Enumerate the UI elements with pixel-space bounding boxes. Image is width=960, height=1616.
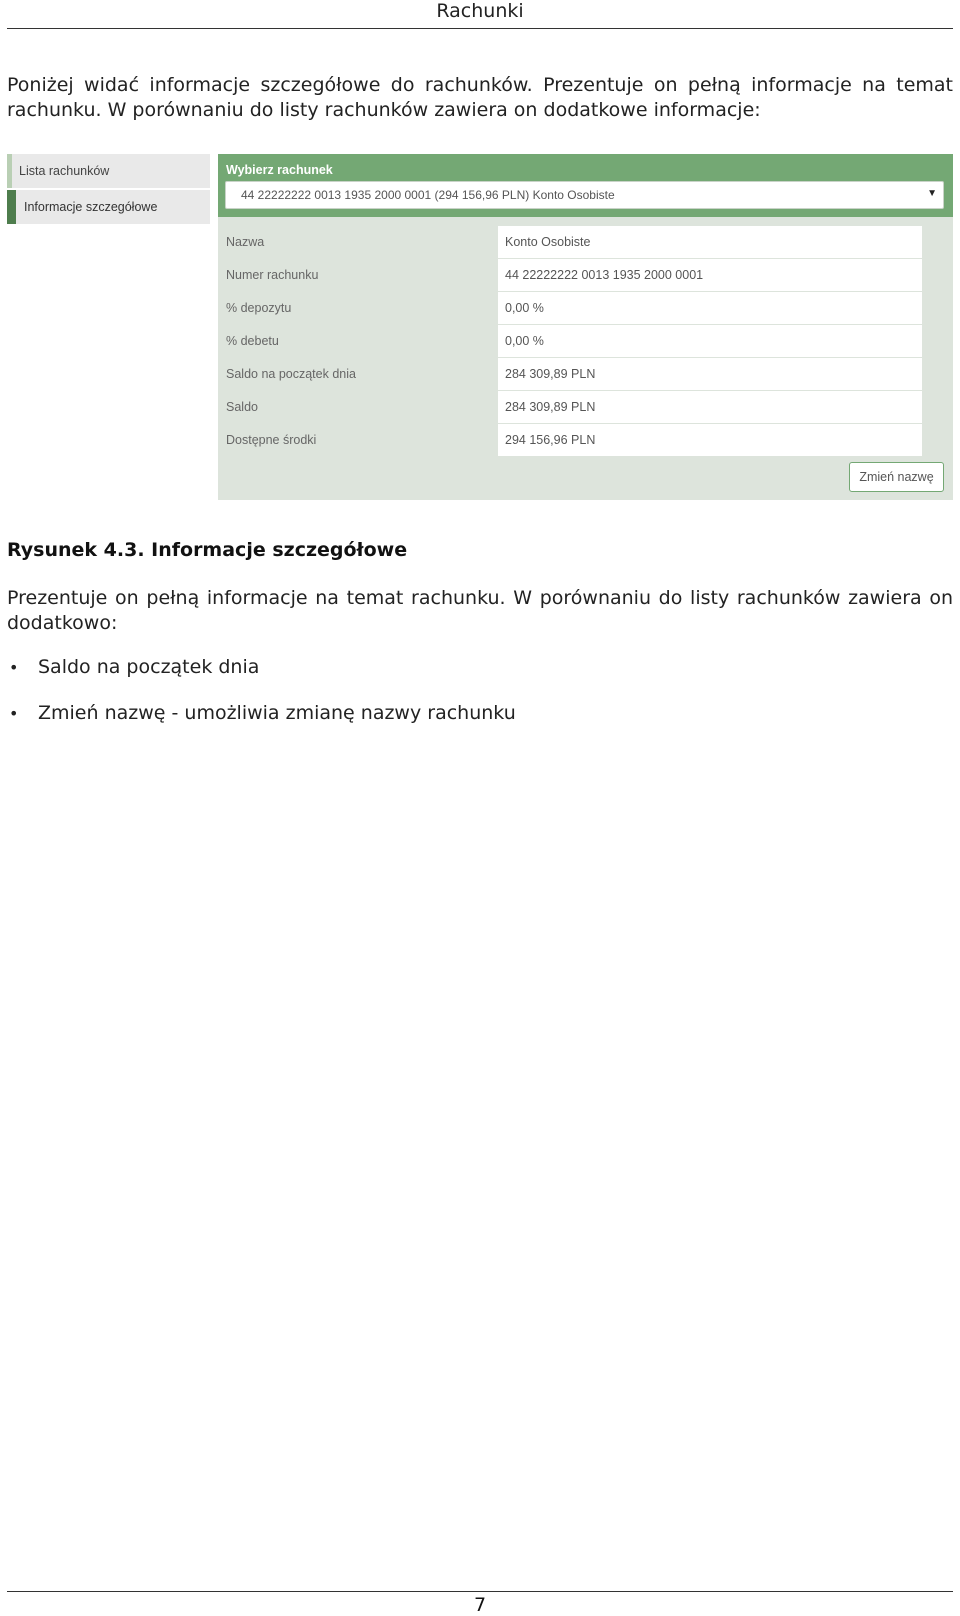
sidebar <box>7 154 210 226</box>
list-item-text: Saldo na początek dnia <box>38 656 260 678</box>
row-label: Nazwa <box>226 235 265 249</box>
account-select[interactable] <box>225 181 944 209</box>
row-value: Konto Osobiste <box>498 226 922 258</box>
bullet-icon: • <box>9 704 19 723</box>
row-label: Saldo <box>226 400 258 414</box>
intro-paragraph: Poniżej widać informacje szczegółowe do rachunków. Prezentuje on pełną informacje na temat rachunku. W porównaniu do listy rachunków zawiera on dodatkowe informacje: <box>7 74 953 121</box>
figure-caption: Rysunek 4.3. Informacje szczegółowe <box>7 539 408 561</box>
list-item <box>7 701 953 726</box>
row-value: 294 156,96 PLN <box>498 424 922 456</box>
row-label: Dostępne środki <box>226 433 317 447</box>
panel-title: Wybierz rachunek <box>226 163 333 177</box>
details-row <box>218 424 953 456</box>
row-value: 0,00 % <box>498 292 922 324</box>
account-details-panel <box>218 154 953 500</box>
bullet-list <box>7 655 953 747</box>
panel-header <box>218 154 953 217</box>
sidebar-item-account-details[interactable]: Informacje szczegółowe <box>7 190 210 224</box>
row-label: % debetu <box>226 334 279 348</box>
list-item <box>7 655 953 680</box>
details-table <box>218 226 953 457</box>
details-row <box>218 226 953 258</box>
row-label: Saldo na początek dnia <box>226 367 356 381</box>
row-value: 0,00 % <box>498 325 922 357</box>
list-item-text: Zmień nazwę - umożliwia zmianę nazwy rachunku <box>38 702 516 724</box>
row-label: Numer rachunku <box>226 268 319 282</box>
account-details-screenshot <box>7 154 953 500</box>
account-select-value: 44 22222222 0013 1935 2000 0001 (294 156,96 PLN) Konto Osobiste <box>241 188 615 202</box>
sidebar-item-account-list[interactable]: Lista rachunków <box>7 154 210 188</box>
rename-button[interactable]: Zmień nazwę <box>849 462 944 492</box>
running-header: Rachunki <box>7 0 953 29</box>
row-value: 44 22222222 0013 1935 2000 0001 <box>498 259 922 291</box>
details-row <box>218 292 953 324</box>
row-value: 284 309,89 PLN <box>498 391 922 423</box>
row-label: % depozytu <box>226 301 292 315</box>
page-number: 7 <box>473 1594 487 1616</box>
details-row <box>218 259 953 291</box>
row-value: 284 309,89 PLN <box>498 358 922 390</box>
details-row <box>218 391 953 423</box>
footer-divider <box>7 1591 953 1592</box>
caret-down-icon: ▼ <box>927 188 937 199</box>
bullet-icon: • <box>9 658 19 677</box>
details-row <box>218 358 953 390</box>
details-row <box>218 325 953 357</box>
body-paragraph: Prezentuje on pełną informacje na temat rachunku. W porównaniu do listy rachunków zawiera on dodatkowo: <box>7 587 953 634</box>
